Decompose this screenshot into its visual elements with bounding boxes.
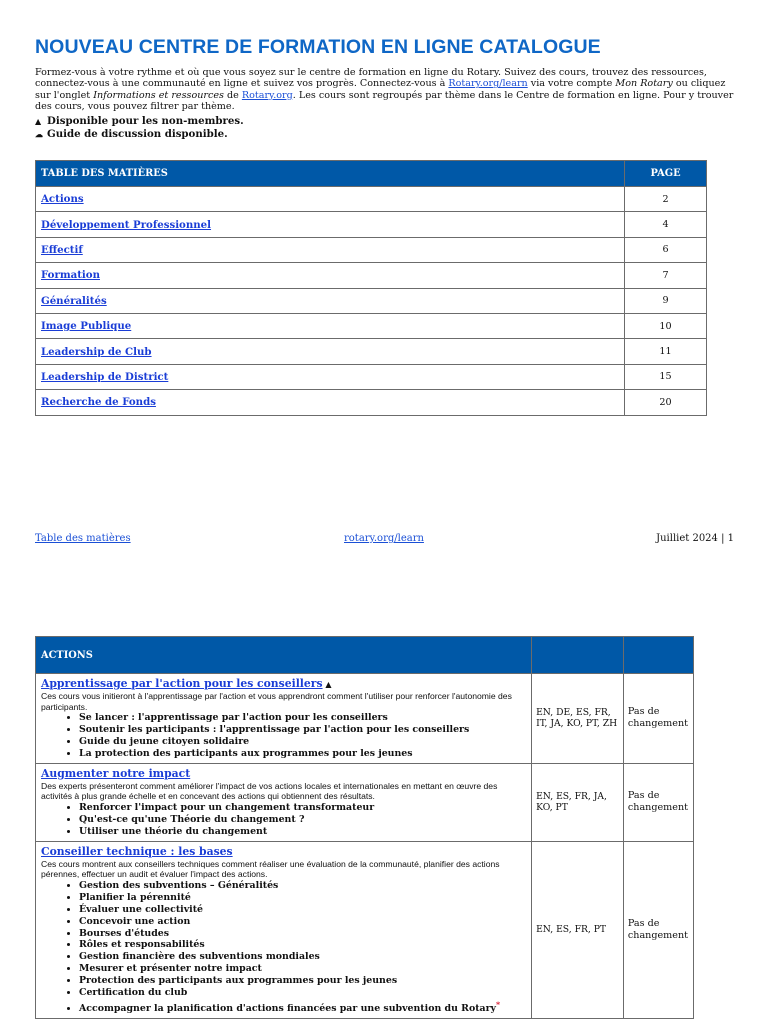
- toc-row: [36, 237, 707, 262]
- course-module: • Protection des participants aux programmes pour les jeunes: [79, 975, 526, 987]
- rotary-org-link[interactable]: Rotary.org: [241, 89, 293, 101]
- intro-text-2: via votre compte: [527, 78, 616, 90]
- toc-page-number: 10: [625, 313, 707, 338]
- course-status: Pas de changement: [623, 841, 693, 1018]
- toc-link[interactable]: Développement Professionnel: [41, 218, 212, 231]
- course-languages: EN, ES, FR, PT: [532, 841, 624, 1018]
- course-module: • Mesurer et présenter notre impact: [79, 963, 526, 975]
- course-row: [36, 841, 694, 1018]
- intro-em-info-resources: Informations et ressources: [93, 89, 224, 101]
- actions-header-row: [36, 637, 694, 674]
- actions-table: [35, 636, 694, 1019]
- footer-date-page: Juilliet 2024 | 1: [656, 533, 734, 544]
- page-footer: [0, 533, 768, 547]
- toc-body: [36, 187, 707, 416]
- footer-toc-link[interactable]: Table des matières: [35, 533, 131, 544]
- course-module: • Qu'est-ce qu'une Théorie du changement ?: [79, 814, 526, 826]
- toc-link[interactable]: Image Publique: [41, 320, 132, 333]
- course-module: • Guide du jeune citoyen solidaire: [79, 736, 526, 748]
- actions-header-title: ACTIONS: [36, 637, 532, 674]
- toc-row: [36, 339, 707, 364]
- intro-text-1: Formez-vous à votre rythme et où que vous soyez sur le centre de formation en ligne du Rotary. Suivez des cours, trouvez des ressources, connectez-vous à une communauté en ligne et suivez vos progrès. Connectez-vous à: [35, 67, 707, 90]
- triangle-icon: ▲: [35, 116, 42, 126]
- course-status: Pas de changement: [623, 674, 693, 764]
- intro-text-4: de: [223, 89, 242, 101]
- course-module-list: [41, 880, 526, 1015]
- toc-page-number: 11: [625, 339, 707, 364]
- course-module: • Soutenir les participants : l'apprentissage par l'action pour les conseillers: [79, 724, 526, 736]
- course-module: • Gestion des subventions – Généralités: [79, 880, 526, 892]
- toc-cell-label: [36, 263, 625, 288]
- course-description: Ces cours montrent aux conseillers techniques comment réaliser une évaluation de la communauté, planifier des actions pérennes, effectuer un audit et évaluer l'impact des actions.: [41, 858, 500, 880]
- course-module: • Utiliser une théorie du changement: [79, 826, 526, 838]
- course-module: • Planifier la pérennité: [79, 892, 526, 904]
- course-row: [36, 763, 694, 841]
- course-languages: EN, ES, FR, JA, KO, PT: [532, 763, 624, 841]
- course-module: • Renforcer l'impact pour un changement transformateur: [79, 802, 526, 814]
- course-module: • Se lancer : l'apprentissage par l'action pour les conseillers: [79, 712, 526, 724]
- toc-link[interactable]: Leadership de Club: [41, 345, 152, 358]
- toc-link[interactable]: Actions: [41, 193, 84, 206]
- toc-cell-label: [36, 313, 625, 338]
- course-row: [36, 674, 694, 764]
- toc-cell-label: [36, 237, 625, 262]
- legend-non-members-text: Disponible pour les non-membres.: [47, 115, 244, 127]
- course-cell: [36, 841, 532, 1018]
- toc-page-number: 2: [625, 187, 707, 212]
- course-status: Pas de changement: [623, 763, 693, 841]
- course-cell: [36, 674, 532, 764]
- course-description: Des experts présenteront comment améliorer l'impact de vos actions locales et internationales en mettant en œuvre des activités à plus grande échelle et en concevant des actions qui obtiennent des résultats.: [41, 780, 498, 802]
- course-module: • La protection des participants aux programmes pour les jeunes: [79, 748, 526, 760]
- toc-row: [36, 212, 707, 237]
- toc-row: [36, 313, 707, 338]
- toc-header-title: TABLE DES MATIÈRES: [36, 161, 625, 187]
- course-module: • Bourses d'études: [79, 928, 526, 940]
- toc-row: [36, 187, 707, 212]
- course-module: • Rôles et responsabilités: [79, 939, 526, 951]
- actions-header-status: [623, 637, 693, 674]
- actions-body: [36, 674, 694, 1019]
- intro-paragraph: [35, 67, 735, 113]
- intro-text-5: . Les cours sont regroupés par thème dans le Centre de formation en ligne. Pour y trouver des cours, vous pouvez filtrer par thème.: [35, 89, 734, 113]
- toc-row: [36, 288, 707, 313]
- toc-cell-label: [36, 339, 625, 364]
- toc-cell-label: [36, 364, 625, 389]
- intro-text-3: ou cliquez sur l'onglet: [35, 78, 726, 101]
- toc-page-number: 20: [625, 390, 707, 415]
- toc-page-number: 15: [625, 364, 707, 389]
- toc-page-number: 4: [625, 212, 707, 237]
- course-title-link[interactable]: Augmenter notre impact: [41, 766, 191, 780]
- legend-notes: [35, 115, 244, 140]
- toc-link[interactable]: Effectif: [41, 243, 83, 256]
- toc-link[interactable]: Recherche de Fonds: [41, 396, 156, 409]
- legend-discussion-guide-text: Guide de discussion disponible.: [47, 127, 228, 140]
- asterisk-mark: *: [496, 999, 501, 1009]
- course-module-list: [41, 802, 526, 838]
- legend-discussion-guide: [35, 128, 244, 141]
- toc-header-row: [36, 161, 707, 187]
- rotary-learn-link[interactable]: Rotary.org/learn: [448, 78, 528, 90]
- toc-page-number: 6: [625, 237, 707, 262]
- footer-rotary-learn-link[interactable]: rotary.org/learn: [344, 533, 424, 544]
- course-cell: [36, 763, 532, 841]
- toc-row: [36, 364, 707, 389]
- course-module: • Concevoir une action: [79, 916, 526, 928]
- course-module-list: [41, 712, 526, 760]
- toc-link[interactable]: Formation: [41, 269, 100, 282]
- toc-cell-label: [36, 288, 625, 313]
- toc-page-number: 9: [625, 288, 707, 313]
- course-description: Ces cours vous initieront à l'apprentissage par l'action et vous apprendront comment l'utiliser pour renforcer l'autonomie des participants.: [41, 691, 512, 712]
- course-module: • Évaluer une collectivité: [79, 904, 526, 916]
- course-title-link[interactable]: Conseiller technique : les bases: [41, 844, 233, 858]
- toc-row: [36, 390, 707, 415]
- toc-cell-label: [36, 390, 625, 415]
- intro-em-my-rotary: Mon Rotary: [615, 78, 673, 90]
- toc-link[interactable]: Leadership de District: [41, 370, 169, 383]
- legend-non-members: [35, 115, 244, 128]
- table-of-contents: [35, 160, 707, 416]
- discussion-icon: ☁: [35, 128, 43, 139]
- page-title: NOUVEAU CENTRE DE FORMATION EN LIGNE CATALOGUE: [35, 36, 601, 58]
- actions-header-languages: [532, 637, 624, 674]
- course-module: • Certification du club: [79, 987, 526, 999]
- toc-row: [36, 263, 707, 288]
- course-languages: EN, DE, ES, FR, IT, JA, KO, PT, ZH: [532, 674, 624, 764]
- course-module: • Accompagner la planification d'actions financées par une subvention du Rotary*: [79, 999, 526, 1015]
- toc-link[interactable]: Généralités: [41, 294, 107, 307]
- toc-cell-label: [36, 187, 625, 212]
- toc-cell-label: [36, 212, 625, 237]
- course-title-link[interactable]: Apprentissage par l'action pour les conseillers: [41, 677, 323, 690]
- toc-header-page: PAGE: [625, 161, 707, 187]
- toc-page-number: 7: [625, 263, 707, 288]
- non-members-icon: ▲: [322, 679, 332, 689]
- course-module: • Gestion financière des subventions mondiales: [79, 951, 526, 963]
